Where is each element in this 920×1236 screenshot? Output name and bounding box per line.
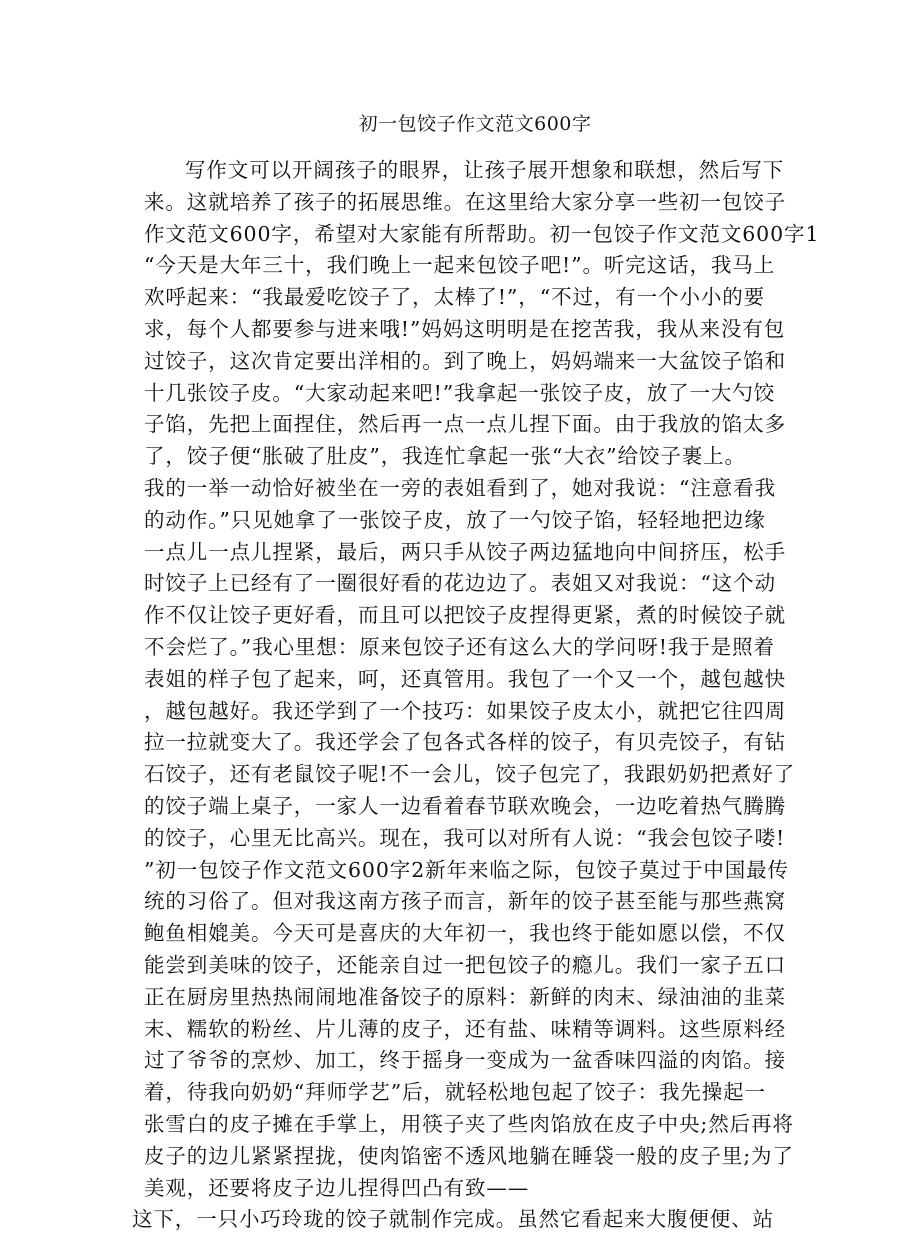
body-line: 一点儿一点儿捏紧，最后，两只手从饺子两边猛地向中间挤压，松手: [144, 539, 786, 564]
body-line: 鲍鱼相媲美。今天可是喜庆的大年初一，我也终于能如愿以偿，不仅: [144, 921, 786, 946]
body-line: 的饺子，心里无比高兴。现在，我可以对所有人说：“我会包饺子喽!: [144, 825, 786, 850]
body-line: 欢呼起来：“我最爱吃饺子了，太棒了!”，“不过，有一个小小的要: [144, 285, 766, 310]
body-line: 过饺子，这次肯定要出洋相的。到了晚上，妈妈端来一大盆饺子馅和: [144, 348, 786, 373]
body-line: 不会烂了。”我心里想：原来包饺子还有这么大的学问呀!我于是照着: [144, 634, 775, 659]
body-line: 十几张饺子皮。“大家动起来吧!”我拿起一张饺子皮，放了一大勺饺: [144, 380, 776, 405]
body-line: 着，待我向奶奶“拜师学艺”后，就轻松地包起了饺子：我先操起一: [144, 1080, 766, 1105]
body-line: 我的一举一动恰好被坐在一旁的表姐看到了，她对我说：“注意看我: [144, 475, 776, 500]
body-line: 表姐的样子包了起来，呵，还真管用。我包了一个又一个，越包越快: [144, 666, 786, 691]
body-line: 求，每个人都要参与进来哦!”妈妈这明明是在挖苦我，我从来没有包: [144, 316, 786, 341]
body-line: 皮子的边儿紧紧捏拢，使肉馅密不透风地躺在睡袋一般的皮子里;为了: [144, 1143, 794, 1168]
body-line: “今天是大年三十，我们晚上一起来包饺子吧!”。听完这话，我马上: [144, 253, 776, 278]
body-line: 过了爷爷的烹炒、加工，终于摇身一变成为一盆香味四溢的肉馅。接: [144, 1048, 786, 1073]
body-line: 写作文可以开阔孩子的眼界，让孩子展开想象和联想，然后写下: [185, 158, 785, 182]
body-line: 作文范文600字，希望对大家能有所帮助。初一包饺子作文范文600字1: [144, 221, 820, 246]
body-line: ”初一包饺子作文范文600字2新年来临之际，包饺子莫过于中国最传: [144, 857, 789, 882]
body-line: 石饺子，还有老鼠饺子呢!不一会儿，饺子包完了，我跟奶奶把煮好了: [144, 762, 796, 787]
body-line: 了，饺子便“胀破了肚皮”，我连忙拿起一张“大衣”给饺子裹上。: [144, 444, 746, 469]
document-title: 初一包饺子作文范文600字: [358, 113, 592, 135]
body-line: 张雪白的皮子摊在手掌上，用筷子夹了些肉馅放在皮子中央;然后再将: [144, 1111, 794, 1136]
body-line: 统的习俗了。但对我这南方孩子而言，新年的饺子甚至能与那些燕窝: [144, 889, 786, 914]
body-line: 正在厨房里热热闹闹地准备饺子的原料：新鲜的肉末、绿油油的韭菜: [144, 984, 786, 1009]
body-line: 时饺子上已经有了一圈很好看的花边边了。表姐又对我说：“这个动: [144, 571, 776, 596]
body-line: 能尝到美味的饺子，还能亲自过一把包饺子的瘾儿。我们一家子五口: [144, 952, 786, 977]
body-line: 作不仅让饺子更好看，而且可以把饺子皮捏得更紧，煮的时候饺子就: [144, 603, 786, 628]
document-body: [132, 155, 820, 1236]
body-line: 这下，一只小巧玲珑的饺子就制作完成。虽然它看起来大腹便便、站: [132, 1207, 774, 1232]
body-line: 拉一拉就变大了。我还学会了包各式各样的饺子，有贝壳饺子，有钻: [144, 730, 786, 755]
body-line: 来。这就培养了孩子的拓展思维。在这里给大家分享一些初一包饺子: [144, 189, 786, 214]
body-line: 末、糯软的粉丝、片儿薄的皮子，还有盐、味精等调料。这些原料经: [144, 1016, 786, 1041]
body-line: 的动作。”只见她拿了一张饺子皮，放了一勺饺子馅，轻轻地把边缘: [144, 507, 766, 532]
body-line: 子馅，先把上面捏住，然后再一点一点儿捏下面。由于我放的馅太多: [144, 412, 786, 437]
body-line: ，越包越好。我还学到了一个技巧：如果饺子皮太小，就把它往四周: [144, 698, 786, 723]
body-line: 的饺子端上桌子，一家人一边看着春节联欢晚会，一边吃着热气腾腾: [144, 793, 786, 818]
body-line: 美观，还要将皮子边儿捏得凹凸有致——: [144, 1175, 530, 1200]
